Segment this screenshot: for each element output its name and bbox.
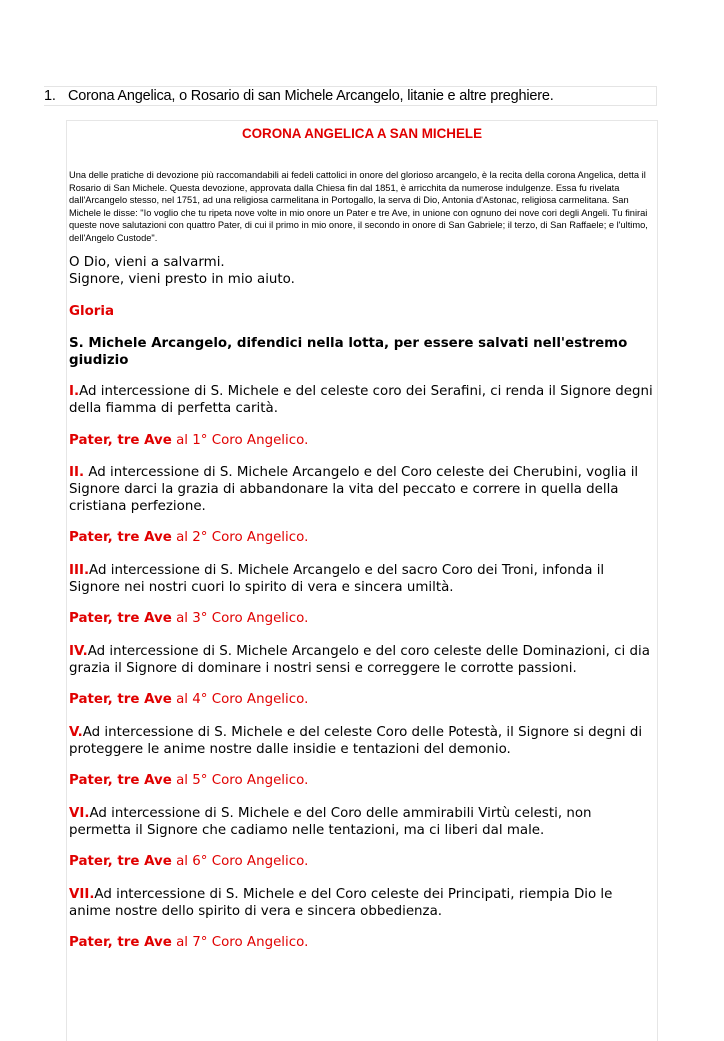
decade-7-body: Ad intercessione di S. Michele e del Coro celeste dei Principati, riempia Dio le anime nostre dello spirito di vera e sincera obbedienza. (69, 887, 613, 919)
decade-4-pater (69, 691, 655, 708)
invocation-heading: S. Michele Arcangelo, difendici nella lotta, per essere salvati nell'estremo giudizio (69, 336, 628, 368)
choir-label: al 2° Coro Angelico. (171, 530, 309, 545)
decade-7-text (69, 886, 655, 920)
choir-label: al 4° Coro Angelico. (171, 692, 309, 707)
decade-2-body: Ad intercessione di S. Michele Arcangelo e del Coro celeste dei Cherubini, voglia il Signore darci la grazia di abbandonare la vita del peccato e correre in quella della cristiana perfezione. (69, 465, 639, 514)
decade-4-body: Ad intercessione di S. Michele Arcangelo e del coro celeste delle Dominazioni, ci dia grazia il Signore di dominare i nostri sensi e correggere le corrotte passioni. (69, 644, 650, 676)
decade-5-numeral: V. (69, 725, 83, 740)
decade-5-pater (69, 772, 655, 789)
decade-4-numeral: IV. (69, 644, 88, 659)
decade-2-numeral: II. (69, 465, 85, 480)
decade-3-text (69, 562, 655, 596)
decade-2-pater (69, 529, 655, 546)
opening-line-1: O Dio, vieni a salvarmi. (69, 255, 225, 270)
pater-label: Pater, tre Ave (69, 433, 172, 448)
opening-line-2: Signore, vieni presto in mio aiuto. (69, 272, 295, 287)
choir-label: al 3° Coro Angelico. (171, 611, 309, 626)
document-title: CORONA ANGELICA A SAN MICHELE (241, 126, 483, 141)
toc-entry[interactable] (44, 86, 657, 106)
decade-1-body: Ad intercessione di S. Michele e del celeste coro dei Serafini, ci renda il Signore degni della fiamma di perfetta carità. (69, 384, 653, 416)
toc-text[interactable]: Corona Angelica, o Rosario di san Michele Arcangelo, litanie e altre preghiere. (68, 88, 554, 104)
decade-7-pater (69, 934, 655, 951)
decade-1-numeral: I. (69, 384, 80, 399)
decade-6-text (69, 805, 655, 839)
decade-6-body: Ad intercessione di S. Michele e del Coro delle ammirabili Virtù celesti, non permetta il Signore che cadiamo nelle tentazioni, ma ci liberi dal male. (69, 806, 592, 838)
decade-2-text (69, 464, 655, 515)
decade-4-text (69, 643, 655, 677)
choir-label: al 5° Coro Angelico. (171, 773, 309, 788)
pater-label: Pater, tre Ave (69, 611, 172, 626)
decade-3-body: Ad intercessione di S. Michele Arcangelo e del sacro Coro dei Troni, infonda il Signore nei nostri cuori lo spirito di vera e sincera umiltà. (69, 563, 605, 595)
choir-label: al 1° Coro Angelico. (171, 433, 309, 448)
choir-label: al 7° Coro Angelico. (171, 935, 309, 950)
pater-label: Pater, tre Ave (69, 692, 172, 707)
decade-5-text (69, 724, 655, 758)
decade-6-pater (69, 853, 655, 870)
decade-7-numeral: VII. (69, 887, 95, 902)
decade-5-body: Ad intercessione di S. Michele e del celeste Coro delle Potestà, il Signore si degni di proteggere le anime nostre dalle insidie e tentazioni del demonio. (69, 725, 643, 757)
decade-1-pater (69, 432, 655, 449)
pater-label: Pater, tre Ave (69, 854, 172, 869)
pater-label: Pater, tre Ave (69, 530, 172, 545)
intro-paragraph: Una delle pratiche di devozione più raccomandabili ai fedeli cattolici in onore del glorioso arcangelo, è la recita della corona Angelica, detta il Rosario di San Michele. Questa devozione, approvata dalla Chiesa fin dal 1851, è arricchita da numerose indulgenze. Essa fu rivelata dall'Arcangelo stesso, nel 1751, ad una religiosa carmelitana in Portogallo, la serva di Dio, Antonia d'Astonac, religiosa carmelitana. San Michele le disse: "Io voglio che tu ripeta nove volte in mio onore un Pater e tre Ave, in unione con ognuno dei nove cori degli Angeli. Tu finirai queste nove salutazioni con quattro Pater, di cui il primo in mio onore, il secondo in onore di San Gabriele; il terzo, di San Raffaele; e l'ultimo, dell'Angelo Custode". (69, 170, 648, 243)
decade-6-numeral: VI. (69, 806, 90, 821)
gloria-heading: Gloria (69, 304, 115, 319)
decade-3-numeral: III. (69, 563, 90, 578)
pater-label: Pater, tre Ave (69, 773, 172, 788)
pater-label: Pater, tre Ave (69, 935, 172, 950)
decade-1-text (69, 383, 655, 417)
choir-label: al 6° Coro Angelico. (171, 854, 309, 869)
content-box (66, 120, 658, 1041)
toc-number: 1. (44, 88, 56, 104)
decade-3-pater (69, 610, 655, 627)
